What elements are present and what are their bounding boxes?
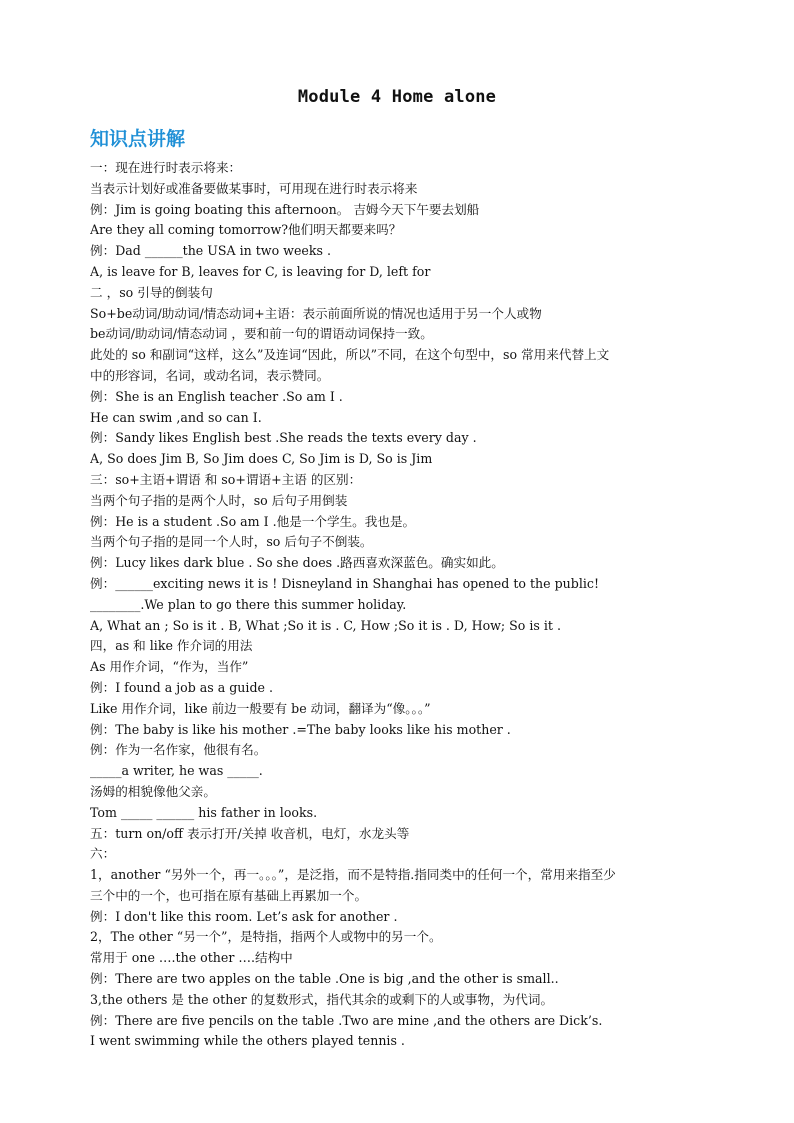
text-line: 当两个句子指的是两个人时，so 后句子用倒装 [90, 492, 348, 508]
text-line: He can swim ,and so can I. [90, 409, 262, 425]
text-line: 例：Sandy likes English best .She reads the texts every day . [90, 430, 477, 446]
text-line: A, What an ; So is it . B, What ;So it is . C, How ;So it is . D, How; So is it . [90, 617, 561, 633]
text-line: 例：______exciting news it is ! Disneyland in Shanghai has opened to the public! [90, 575, 600, 591]
document-body [90, 158, 730, 1052]
text-line: I went swimming while the others played tennis . [90, 1033, 405, 1049]
text-line: 此处的 so 和副词“这样，这么”及连词“因此，所以”不同，在这个句型中，so 常用来代替上文 [90, 347, 610, 363]
text-line: 中的形容词，名词，或动名词，表示赞同。 [90, 367, 330, 383]
text-line: 五：turn on/off 表示打开/关掉 收音机，电灯，水龙头等 [90, 825, 410, 841]
text-line: 例：He is a student .So am I .他是一个学生。我也是。 [90, 513, 416, 529]
text-line: 三个中的一个，也可指在原有基础上再累加一个。 [90, 887, 368, 903]
section-heading: 知识点讲解 [90, 128, 186, 150]
text-line: So+be动词/助动词/情态动词+主语：表示前面所说的情况也适用于另一个人或物 [90, 305, 542, 321]
text-line: A, So does Jim B, So Jim does C, So Jim is D, So is Jim [90, 451, 433, 467]
text-line: Tom _____ ______ his father in looks. [90, 804, 318, 820]
text-line: 例：The baby is like his mother .=The baby looks like his mother . [90, 721, 511, 737]
text-line: 2，The other “另一个”，是特指，指两个人或物中的另一个。 [90, 929, 442, 945]
text-line: As 用作介词，“作为，当作” [90, 659, 249, 675]
text-line: 例：I found a job as a guide . [90, 679, 273, 695]
text-line: 例：I don't like this room. Let’s ask for another . [90, 908, 398, 924]
text-line: 当表示计划好或准备要做某事时，可用现在进行时表示将来 [90, 180, 418, 196]
text-line: 汤姆的相貌像他父亲。 [90, 783, 216, 799]
text-line: 四，as 和 like 作介词的用法 [90, 638, 253, 654]
text-line: 例：There are five pencils on the table .Two are mine ,and the others are Dick’s. [90, 1012, 603, 1028]
text-line: _____a writer, he was _____. [90, 763, 263, 779]
text-line: Are they all coming tomorrow?他们明天都要来吗？ [90, 222, 402, 238]
text-line: 3,the others 是 the other 的复数形式，指代其余的或剩下的人或事物，为代词。 [90, 991, 554, 1007]
text-line: 例：There are two apples on the table .One is big ,and the other is small.. [90, 971, 559, 987]
text-line: 二 ，so 引导的倒装句 [90, 284, 213, 300]
text-line: 六： [90, 846, 116, 862]
text-line: 1，another “另外一个，再一。。。”，是泛指，而不是特指.指同类中的任何一个，常用来指至少 [90, 867, 616, 883]
text-line: A, is leave for B, leaves for C, is leaving for D, left for [90, 263, 431, 279]
text-line: Like 用作介词，like 前边一般要有 be 动词，翻译为“像。。。” [90, 700, 431, 716]
text-line: 例：Dad ______the USA in two weeks . [90, 243, 331, 259]
text-line: 例：Jim is going boating this afternoon。 吉姆今天下午要去划船 [90, 201, 480, 217]
text-line: 例：Lucy likes dark blue . So she does .路西喜欢深蓝色。确实如此。 [90, 555, 504, 571]
text-line: ________.We plan to go there this summer holiday. [90, 596, 407, 612]
text-line: 例：She is an English teacher .So am I . [90, 388, 343, 404]
text-line: 例：作为一名作家，他很有名。 [90, 742, 267, 758]
text-line: 常用于 one ….the other ….结构中 [90, 950, 293, 966]
text-line: 三：so+主语+谓语 和 so+谓语+主语 的区别： [90, 471, 362, 487]
page-title: Module 4 Home alone [297, 87, 497, 107]
text-line: be动词/助动词/情态动词 ，要和前一句的谓语动词保持一致。 [90, 326, 433, 342]
text-line: 一：现在进行时表示将来： [90, 160, 242, 175]
text-line: 当两个句子指的是同一个人时，so 后句子不倒装。 [90, 534, 373, 550]
